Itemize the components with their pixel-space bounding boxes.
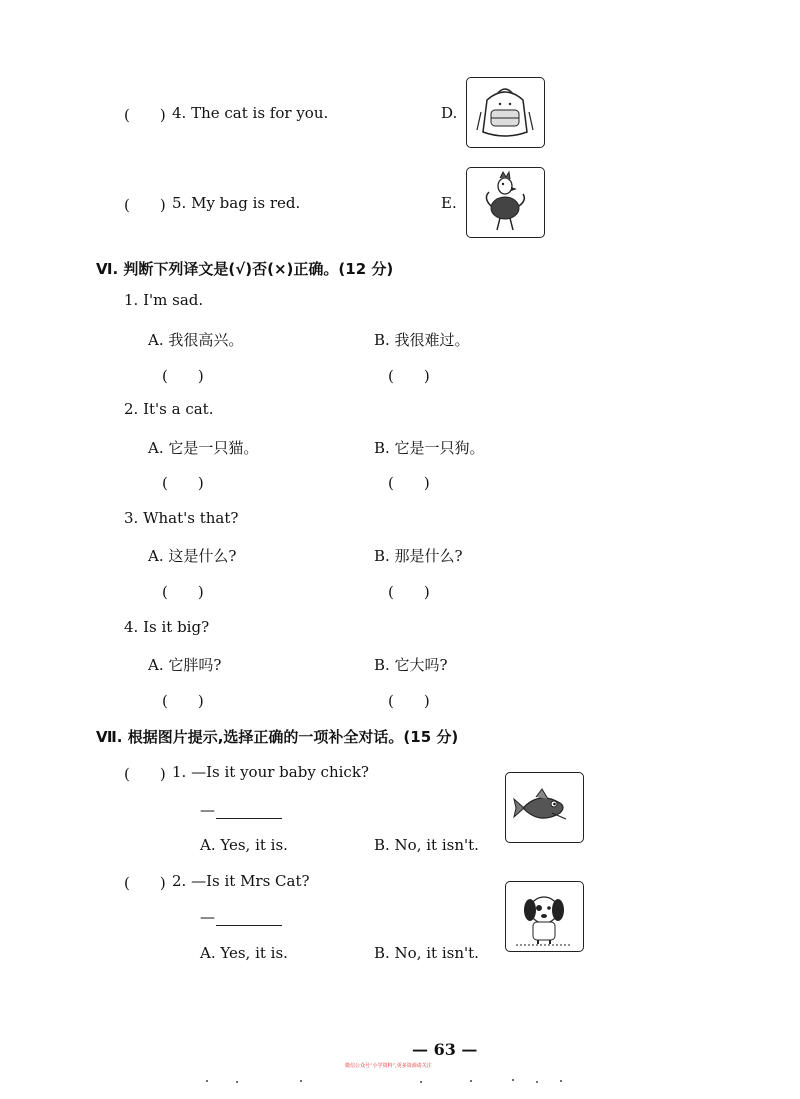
option-b-text: B. No, it isn't. — [374, 836, 479, 854]
answer-paren-b[interactable]: ( ) — [388, 583, 430, 601]
section-7-title: Ⅶ. 根据图片提示,选择正确的一项补全对话。(15 分) — [96, 728, 459, 746]
answer-paren[interactable]: ( ) — [124, 106, 166, 124]
dialogue-prompt: 2. —Is it Mrs Cat? — [172, 872, 310, 890]
dog-icon — [506, 882, 583, 951]
answer-blank[interactable] — [216, 925, 282, 926]
answer-paren[interactable]: ( ) — [124, 765, 166, 783]
dog-picture — [505, 881, 584, 952]
answer-paren-a[interactable]: ( ) — [162, 583, 204, 601]
schoolbag-icon — [467, 78, 544, 147]
dialogue-dash: — — [200, 908, 215, 926]
option-label: D. — [441, 104, 458, 122]
answer-paren-b[interactable]: ( ) — [388, 692, 430, 710]
fish-icon — [506, 773, 583, 842]
chicken-picture — [466, 167, 545, 238]
fish-picture — [505, 772, 584, 843]
option-a-text: A. 这是什么? — [148, 547, 237, 565]
answer-paren-b[interactable]: ( ) — [388, 367, 430, 385]
question-prompt: 1. I'm sad. — [124, 291, 204, 309]
option-b-text: B. 它是一只狗。 — [374, 439, 485, 457]
option-a-text: A. Yes, it is. — [200, 944, 288, 962]
option-b-text: B. 我很难过。 — [374, 331, 470, 349]
option-a-text: A. 它胖吗? — [148, 656, 222, 674]
option-a-text: A. 我很高兴。 — [148, 331, 244, 349]
matching-item-text: 4. The cat is for you. — [172, 104, 329, 122]
question-prompt: 3. What's that? — [124, 509, 239, 527]
section-6-title: Ⅵ. 判断下列译文是(√)否(×)正确。(12 分) — [96, 260, 394, 278]
matching-item-text: 5. My bag is red. — [172, 194, 301, 212]
option-b-text: B. 它大吗? — [374, 656, 448, 674]
answer-paren-a[interactable]: ( ) — [162, 367, 204, 385]
option-label: E. — [441, 194, 457, 212]
question-prompt: 4. Is it big? — [124, 618, 210, 636]
chicken-icon — [467, 168, 544, 237]
answer-paren-b[interactable]: ( ) — [388, 474, 430, 492]
footer-note: 微信公众号“小学资料”,更多资源请关注 — [345, 1063, 432, 1069]
option-a-text: A. 它是一只猫。 — [148, 439, 259, 457]
answer-paren-a[interactable]: ( ) — [162, 474, 204, 492]
page-number: — 63 — — [412, 1040, 478, 1059]
option-a-text: A. Yes, it is. — [200, 836, 288, 854]
question-prompt: 2. It's a cat. — [124, 400, 214, 418]
dialogue-dash: — — [200, 801, 215, 819]
dialogue-prompt: 1. —Is it your baby chick? — [172, 763, 369, 781]
answer-blank[interactable] — [216, 818, 282, 819]
schoolbag-picture — [466, 77, 545, 148]
answer-paren[interactable]: ( ) — [124, 196, 166, 214]
answer-paren-a[interactable]: ( ) — [162, 692, 204, 710]
option-b-text: B. No, it isn't. — [374, 944, 479, 962]
option-b-text: B. 那是什么? — [374, 547, 463, 565]
answer-paren[interactable]: ( ) — [124, 874, 166, 892]
